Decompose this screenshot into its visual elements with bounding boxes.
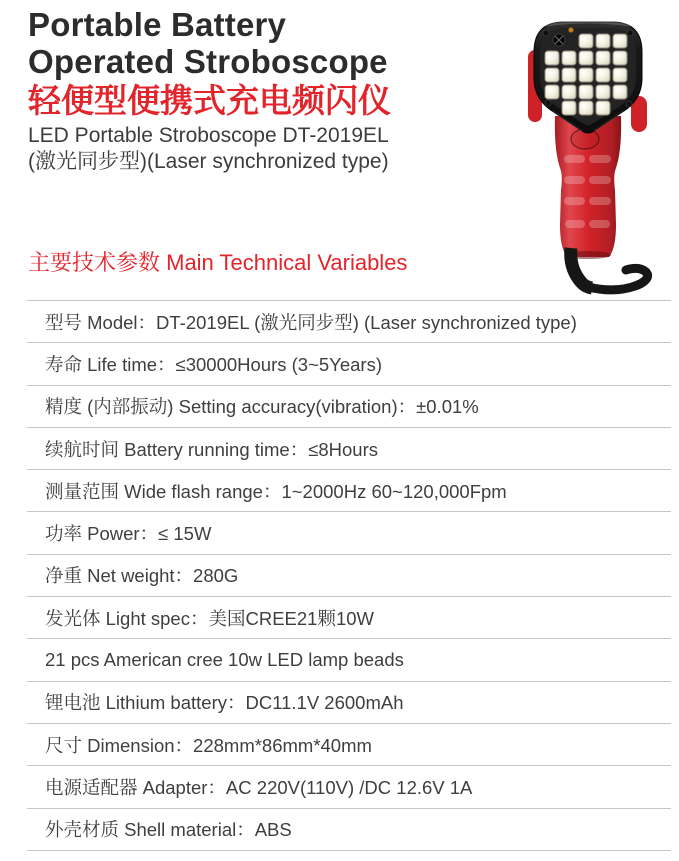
product-title-chinese: 轻便型便携式充电频闪仪 (28, 82, 391, 119)
led-bead (579, 68, 593, 82)
led-bead (562, 51, 576, 65)
led-bead (613, 34, 627, 48)
strobe-head (534, 22, 642, 133)
spec-row: 电源适配器 Adapter：AC 220V(110V) /DC 12.6V 1A (27, 765, 671, 807)
led-bead (596, 34, 610, 48)
product-photo (488, 0, 676, 300)
led-bead (562, 68, 576, 82)
spec-row: 锂电池 Lithium battery：DC11.1V 2600mAh (27, 681, 671, 723)
led-bead (613, 51, 627, 65)
subtitle-line-2: (激光同步型)(Laser synchronized type) (28, 150, 389, 173)
title-line-2: Operated Stroboscope (28, 43, 388, 80)
indicator-dot (569, 28, 574, 33)
led-bead (579, 101, 593, 115)
spec-row: 尺寸 Dimension：228mm*86mm*40mm (27, 723, 671, 765)
section-heading: 主要技术参数 Main Technical Variables (28, 250, 408, 275)
page-title (28, 6, 388, 80)
handle (555, 116, 621, 259)
led-bead (596, 85, 610, 99)
title-line-1: Portable Battery (28, 6, 287, 43)
led-bead (613, 68, 627, 82)
led-bead (579, 51, 593, 65)
subtitle-line-1: LED Portable Stroboscope DT-2019EL (28, 124, 389, 147)
led-bead (596, 68, 610, 82)
laser-aperture-icon (553, 34, 565, 46)
spec-row: 续航时间 Battery running time：≤8Hours (27, 427, 671, 469)
spec-row: 寿命 Life time：≤30000Hours (3~5Years) (27, 342, 671, 384)
led-bead (579, 85, 593, 99)
spec-row: 21 pcs American cree 10w LED lamp beads (27, 638, 671, 680)
led-bead (596, 101, 610, 115)
spec-row: 净重 Net weight：280G (27, 554, 671, 596)
led-bead (545, 51, 559, 65)
led-bead (562, 85, 576, 99)
led-bead (545, 68, 559, 82)
spec-table (27, 300, 671, 851)
spec-row: 发光体 Light spec：美国CREE21颗10W (27, 596, 671, 638)
spec-row: 型号 Model：DT-2019EL (激光同步型) (Laser synchronized type) (27, 300, 671, 342)
led-bead (545, 85, 559, 99)
product-subtitle (28, 123, 389, 175)
led-bead (579, 34, 593, 48)
led-bead (596, 51, 610, 65)
spec-row: 精度 (内部振动) Setting accuracy(vibration)：±0.01% (27, 385, 671, 427)
spec-row: 功率 Power：≤ 15W (27, 511, 671, 553)
spec-row: 外壳材质 Shell material：ABS (27, 808, 671, 850)
spec-row: 测量范围 Wide flash range：1~2000Hz 60~120,000Fpm (27, 469, 671, 511)
led-bead (562, 101, 576, 115)
led-bead (613, 85, 627, 99)
